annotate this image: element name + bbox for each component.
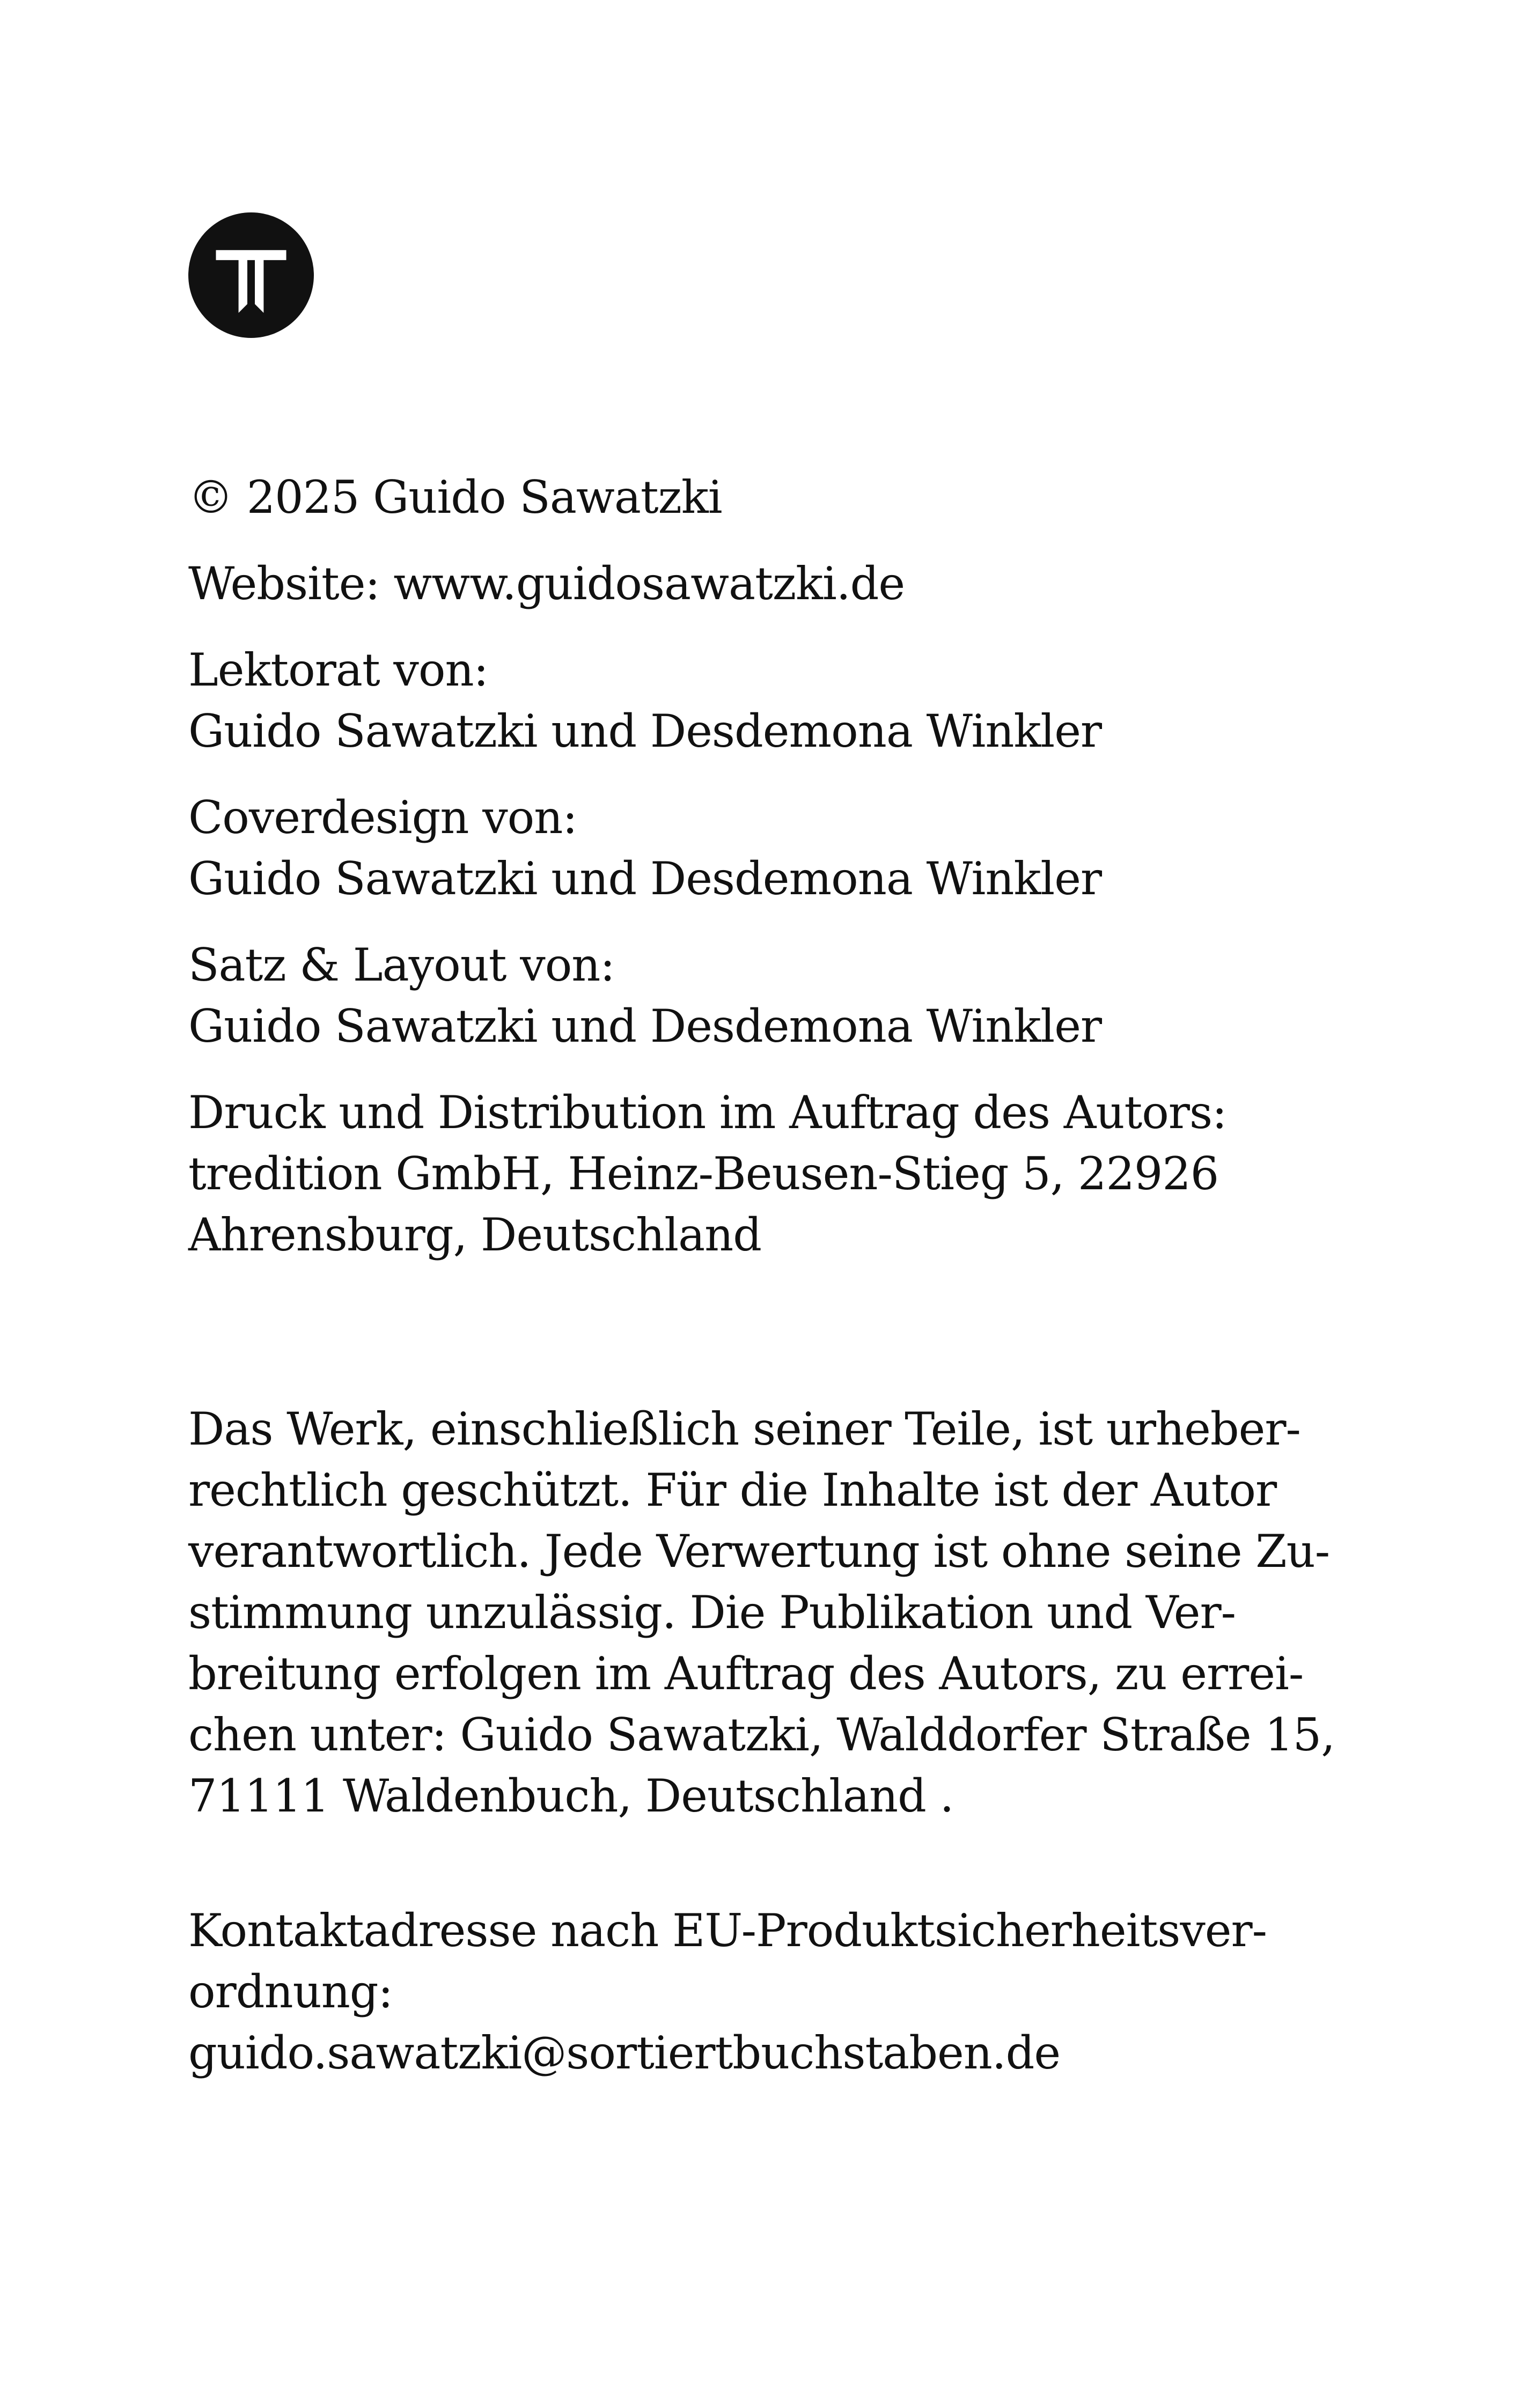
legal-line: 71111 Waldenbuch, Deutschland .: [188, 1770, 954, 1822]
typesetting-label: Satz & Layout von:: [188, 939, 615, 991]
editing-names: Guido Sawatzki und Desdemona Winkler: [188, 705, 1102, 757]
contact-email: guido.sawatzki@sortiertbuchstaben.de: [188, 2027, 1061, 2079]
typesetting-names: Guido Sawatzki und Desdemona Winkler: [188, 1000, 1102, 1052]
contact-line: ordnung:: [188, 1965, 393, 2018]
editing-label: Lektorat von:: [188, 644, 488, 696]
printing-line: Ahrensburg, Deutschland: [188, 1209, 762, 1261]
typesetting-credit: [188, 934, 1369, 1057]
website-line: Website: www.guidosawatzki.de: [188, 557, 905, 610]
copyright-legal-text: [188, 1398, 1369, 1827]
printing-line: Druck und Distribution im Auftrag des Autors:: [188, 1086, 1227, 1139]
legal-line: chen unter: Guido Sawatzki, Walddorfer Straße 15,: [188, 1709, 1335, 1761]
copyright-notice: © 2025 Guido Sawatzki: [188, 471, 722, 524]
legal-line: verantwortlich. Jede Verwertung ist ohne seine Zu-: [188, 1525, 1330, 1578]
printing-credit: [188, 1082, 1369, 1265]
cover-credit: [188, 787, 1369, 909]
contact-address: [188, 1900, 1369, 2083]
tredition-logo-icon: [188, 212, 314, 338]
legal-line: stimmung unzulässig. Die Publikation und Ver-: [188, 1586, 1236, 1639]
printing-line: tredition GmbH, Heinz-Beusen-Stieg 5, 22926: [188, 1147, 1219, 1200]
contact-line: Kontaktadresse nach EU-Produktsicherheitsver-: [188, 1904, 1267, 1957]
legal-line: breitung erfolgen im Auftrag des Autors, zu errei-: [188, 1647, 1304, 1700]
cover-label: Coverdesign von:: [188, 791, 577, 844]
legal-line: Das Werk, einschließlich seiner Teile, ist urheber-: [188, 1403, 1300, 1455]
imprint-page: [188, 467, 1369, 2083]
editing-credit: [188, 639, 1369, 762]
cover-names: Guido Sawatzki und Desdemona Winkler: [188, 852, 1102, 905]
legal-line: rechtlich geschützt. Für die Inhalte ist der Autor: [188, 1464, 1277, 1516]
